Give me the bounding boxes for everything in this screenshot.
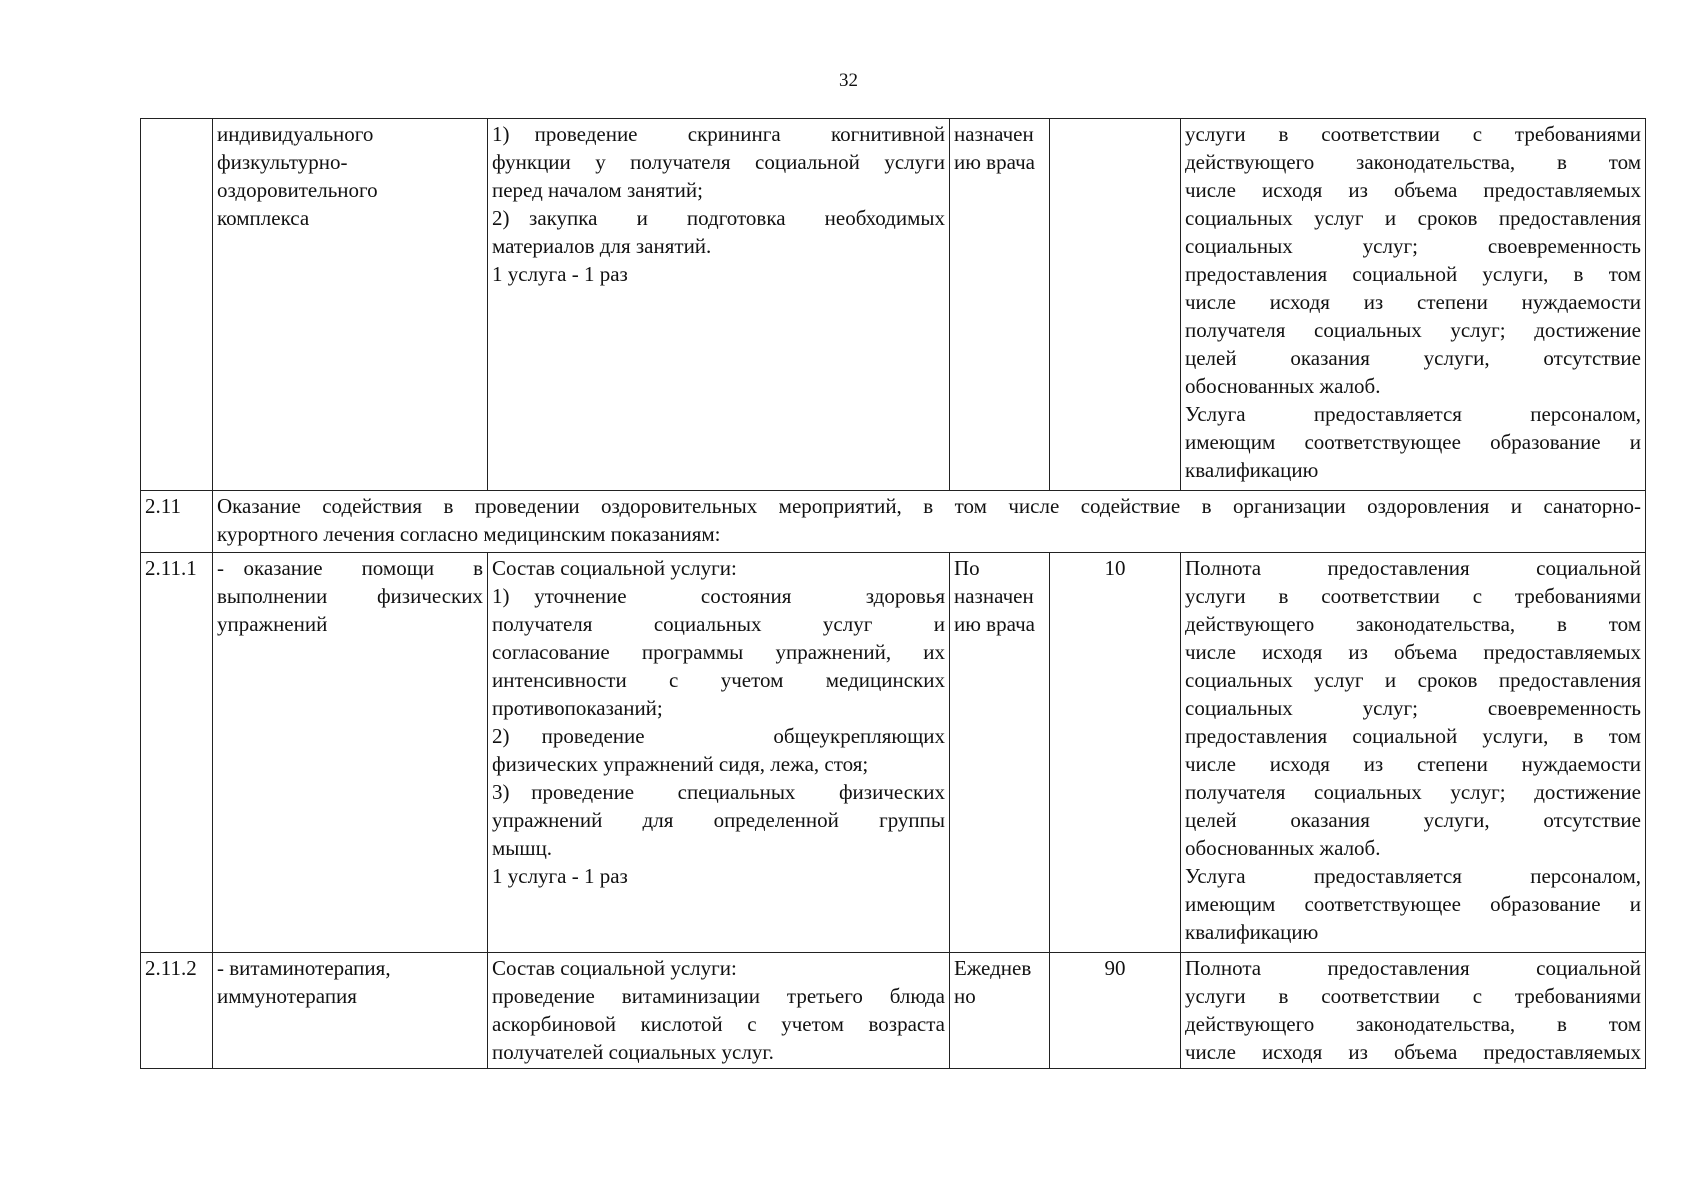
service-name-cell: - оказание помощи в выполнении физических упражнений bbox=[213, 553, 488, 953]
service-content-cell: Состав социальной услуги: проведение витаминизации третьего блюда аскорбиновой кислотой с учетом возраста получателей социальных услуг. bbox=[488, 953, 950, 1069]
section-title-cell: Оказание содействия в проведении оздоровительных мероприятий, в том числе содействие в организации оздоровления и санаторно- курортного лечения согласно медицинским показаниям: bbox=[213, 491, 1646, 553]
periodicity-cell: назначен ию врача bbox=[950, 119, 1050, 491]
count-cell: 90 bbox=[1050, 953, 1181, 1069]
service-content-cell: 1) проведение скрининга когнитивной функции у получателя социальной услуги перед началом занятий; 2) закупка и подготовка необходимых материалов для занятий. 1 услуга - 1 раз bbox=[488, 119, 950, 491]
table-row-section bbox=[141, 491, 1646, 553]
table-row bbox=[141, 953, 1646, 1069]
criteria-cell: Полнота предоставления социальной услуги в соответствии с требованиями действующего законодательства, в том числе исходя из объема предоставляемых bbox=[1181, 953, 1646, 1069]
service-content-cell: Состав социальной услуги: 1) уточнение состояния здоровья получателя социальных услуг и согласование программы упражнений, их интенсивности с учетом медицинских противопоказаний; 2) проведение общеукрепляющих физических упражнений сидя, лежа, стоя; 3) проведение специальных физических упражнений для определенной группы мышц. 1 услуга - 1 раз bbox=[488, 553, 950, 953]
table-row bbox=[141, 119, 1646, 491]
criteria-cell: Полнота предоставления социальной услуги в соответствии с требованиями действующего законодательства, в том числе исходя из объема предоставляемых социальных услуг и сроков предоставления социальных услуг; своевременность предоставления социальной услуги, в том числе исходя из степени нуждаемости получателя социальных услуг; достижение целей оказания услуги, отсутствие обоснованных жалоб. Услуга предоставляется персоналом, имеющим соответствующее образование и квалификацию bbox=[1181, 553, 1646, 953]
service-name-cell: индивидуального физкультурно- оздоровительного комплекса bbox=[213, 119, 488, 491]
periodicity-cell: Ежеднев но bbox=[950, 953, 1050, 1069]
count-cell bbox=[1050, 119, 1181, 491]
table-row bbox=[141, 553, 1646, 953]
periodicity-cell: По назначен ию врача bbox=[950, 553, 1050, 953]
count-cell: 10 bbox=[1050, 553, 1181, 953]
page-number: 32 bbox=[839, 70, 858, 91]
row-number-cell: 2.11 bbox=[141, 491, 213, 553]
row-number-cell bbox=[141, 119, 213, 491]
services-table bbox=[140, 118, 1646, 1069]
row-number-cell: 2.11.2 bbox=[141, 953, 213, 1069]
service-name-cell: - витаминотерапия, иммунотерапия bbox=[213, 953, 488, 1069]
row-number-cell: 2.11.1 bbox=[141, 553, 213, 953]
criteria-cell: услуги в соответствии с требованиями действующего законодательства, в том числе исходя из объема предоставляемых социальных услуг и сроков предоставления социальных услуг; своевременность предоставления социальной услуги, в том числе исходя из степени нуждаемости получателя социальных услуг; достижение целей оказания услуги, отсутствие обоснованных жалоб. Услуга предоставляется персоналом, имеющим соответствующее образование и квалификацию bbox=[1181, 119, 1646, 491]
